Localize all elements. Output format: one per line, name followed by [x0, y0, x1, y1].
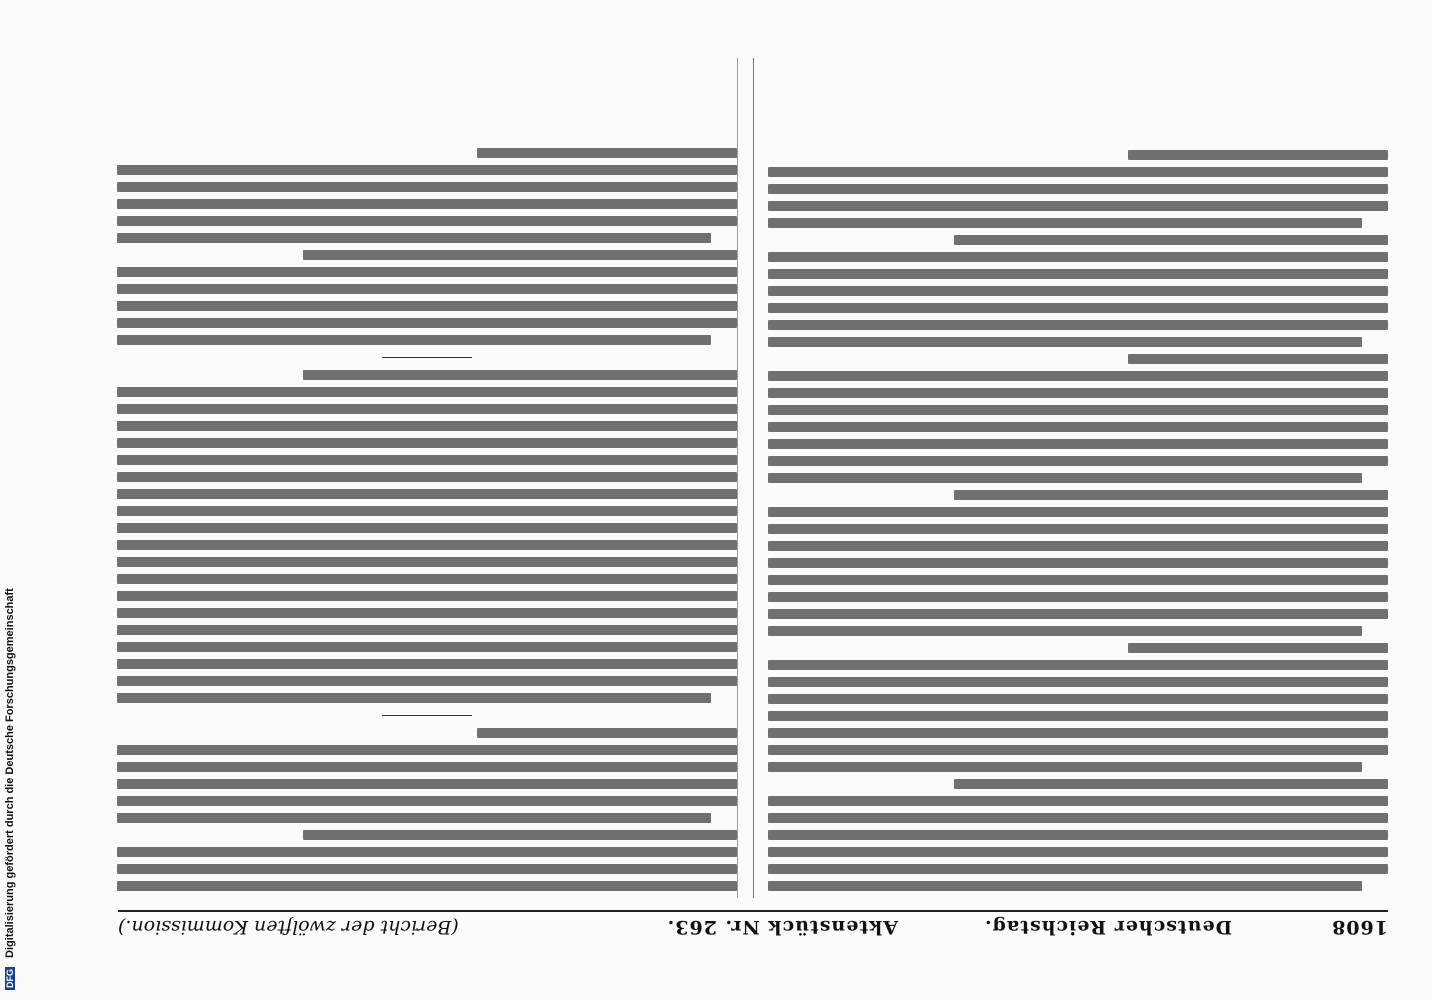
text-line	[768, 558, 1388, 568]
text-line	[117, 557, 737, 567]
text-line	[768, 507, 1388, 517]
text-line	[117, 608, 737, 618]
text-line	[768, 575, 1388, 585]
publication-title: Deutscher Reichstag.	[983, 916, 1233, 938]
text-line	[768, 881, 1362, 891]
text-line	[117, 438, 737, 448]
text-line	[768, 303, 1388, 313]
text-line	[768, 456, 1388, 466]
left-column	[768, 58, 1388, 898]
text-line	[768, 422, 1388, 432]
text-line	[768, 609, 1388, 619]
text-line	[117, 676, 737, 686]
right-column	[117, 58, 738, 898]
text-line	[768, 269, 1388, 279]
section-rule	[382, 715, 472, 716]
text-line	[1128, 643, 1388, 653]
text-line	[117, 693, 711, 703]
text-line	[303, 250, 737, 260]
text-line	[768, 813, 1388, 823]
text-line	[117, 881, 737, 891]
text-line	[303, 370, 737, 380]
text-line	[117, 762, 737, 772]
text-line	[117, 813, 711, 823]
text-line	[768, 864, 1388, 874]
text-line	[117, 404, 737, 414]
text-line	[117, 216, 737, 226]
text-line	[768, 286, 1388, 296]
text-line	[117, 489, 737, 499]
text-line	[768, 796, 1388, 806]
text-line	[768, 626, 1362, 636]
report-title: (Bericht der zwölften Kommission.)	[118, 916, 459, 938]
text-line	[768, 405, 1388, 415]
text-line	[117, 455, 737, 465]
text-line	[954, 235, 1388, 245]
text-line	[117, 864, 737, 874]
text-line	[117, 625, 737, 635]
text-line	[117, 421, 737, 431]
text-line	[117, 796, 737, 806]
text-line	[768, 728, 1388, 738]
text-line	[477, 728, 737, 738]
text-line	[117, 165, 737, 175]
text-line	[117, 745, 737, 755]
text-line	[768, 677, 1388, 687]
running-header	[118, 910, 1388, 950]
text-line	[768, 541, 1388, 551]
text-line	[768, 252, 1388, 262]
text-line	[768, 762, 1362, 772]
text-line	[768, 371, 1388, 381]
text-line	[303, 830, 737, 840]
credit-text: Digitalisierung gefördert durch die Deutsche Forschungsgemeinschaft	[4, 588, 16, 958]
rotated-page-content	[118, 50, 1388, 950]
text-line	[768, 439, 1388, 449]
text-line	[117, 472, 737, 482]
text-line	[768, 711, 1388, 721]
page-number: 1608	[1331, 916, 1388, 938]
text-line	[768, 524, 1388, 534]
text-line	[768, 592, 1388, 602]
column-divider	[753, 58, 754, 898]
text-line	[117, 659, 737, 669]
text-line	[117, 642, 737, 652]
text-line	[117, 335, 711, 345]
dfg-logo: DFG	[5, 969, 15, 988]
issue-number: Aktenstück Nr. 263.	[666, 916, 898, 938]
text-line	[117, 182, 737, 192]
text-line	[117, 267, 737, 277]
section-rule	[382, 357, 472, 358]
text-line	[1128, 150, 1388, 160]
text-line	[117, 387, 737, 397]
text-line	[768, 184, 1388, 194]
text-line	[768, 320, 1388, 330]
text-line	[117, 199, 737, 209]
text-line	[768, 694, 1388, 704]
text-line	[768, 337, 1362, 347]
text-line	[768, 201, 1388, 211]
text-line	[768, 473, 1362, 483]
text-line	[768, 218, 1362, 228]
text-line	[768, 830, 1388, 840]
text-line	[768, 167, 1388, 177]
text-line	[477, 148, 737, 158]
text-line	[117, 523, 737, 533]
text-line	[117, 540, 737, 550]
text-line	[954, 490, 1388, 500]
text-line	[117, 779, 737, 789]
text-line	[117, 284, 737, 294]
digitization-credit	[4, 30, 18, 990]
text-line	[117, 574, 737, 584]
text-line	[768, 388, 1388, 398]
text-line	[117, 318, 737, 328]
text-line	[768, 745, 1388, 755]
text-line	[1128, 354, 1388, 364]
text-line	[768, 847, 1388, 857]
text-line	[768, 660, 1388, 670]
text-line	[117, 506, 737, 516]
text-line	[117, 301, 737, 311]
text-line	[117, 591, 737, 601]
text-line	[954, 779, 1388, 789]
text-line	[117, 847, 737, 857]
text-line	[117, 233, 711, 243]
